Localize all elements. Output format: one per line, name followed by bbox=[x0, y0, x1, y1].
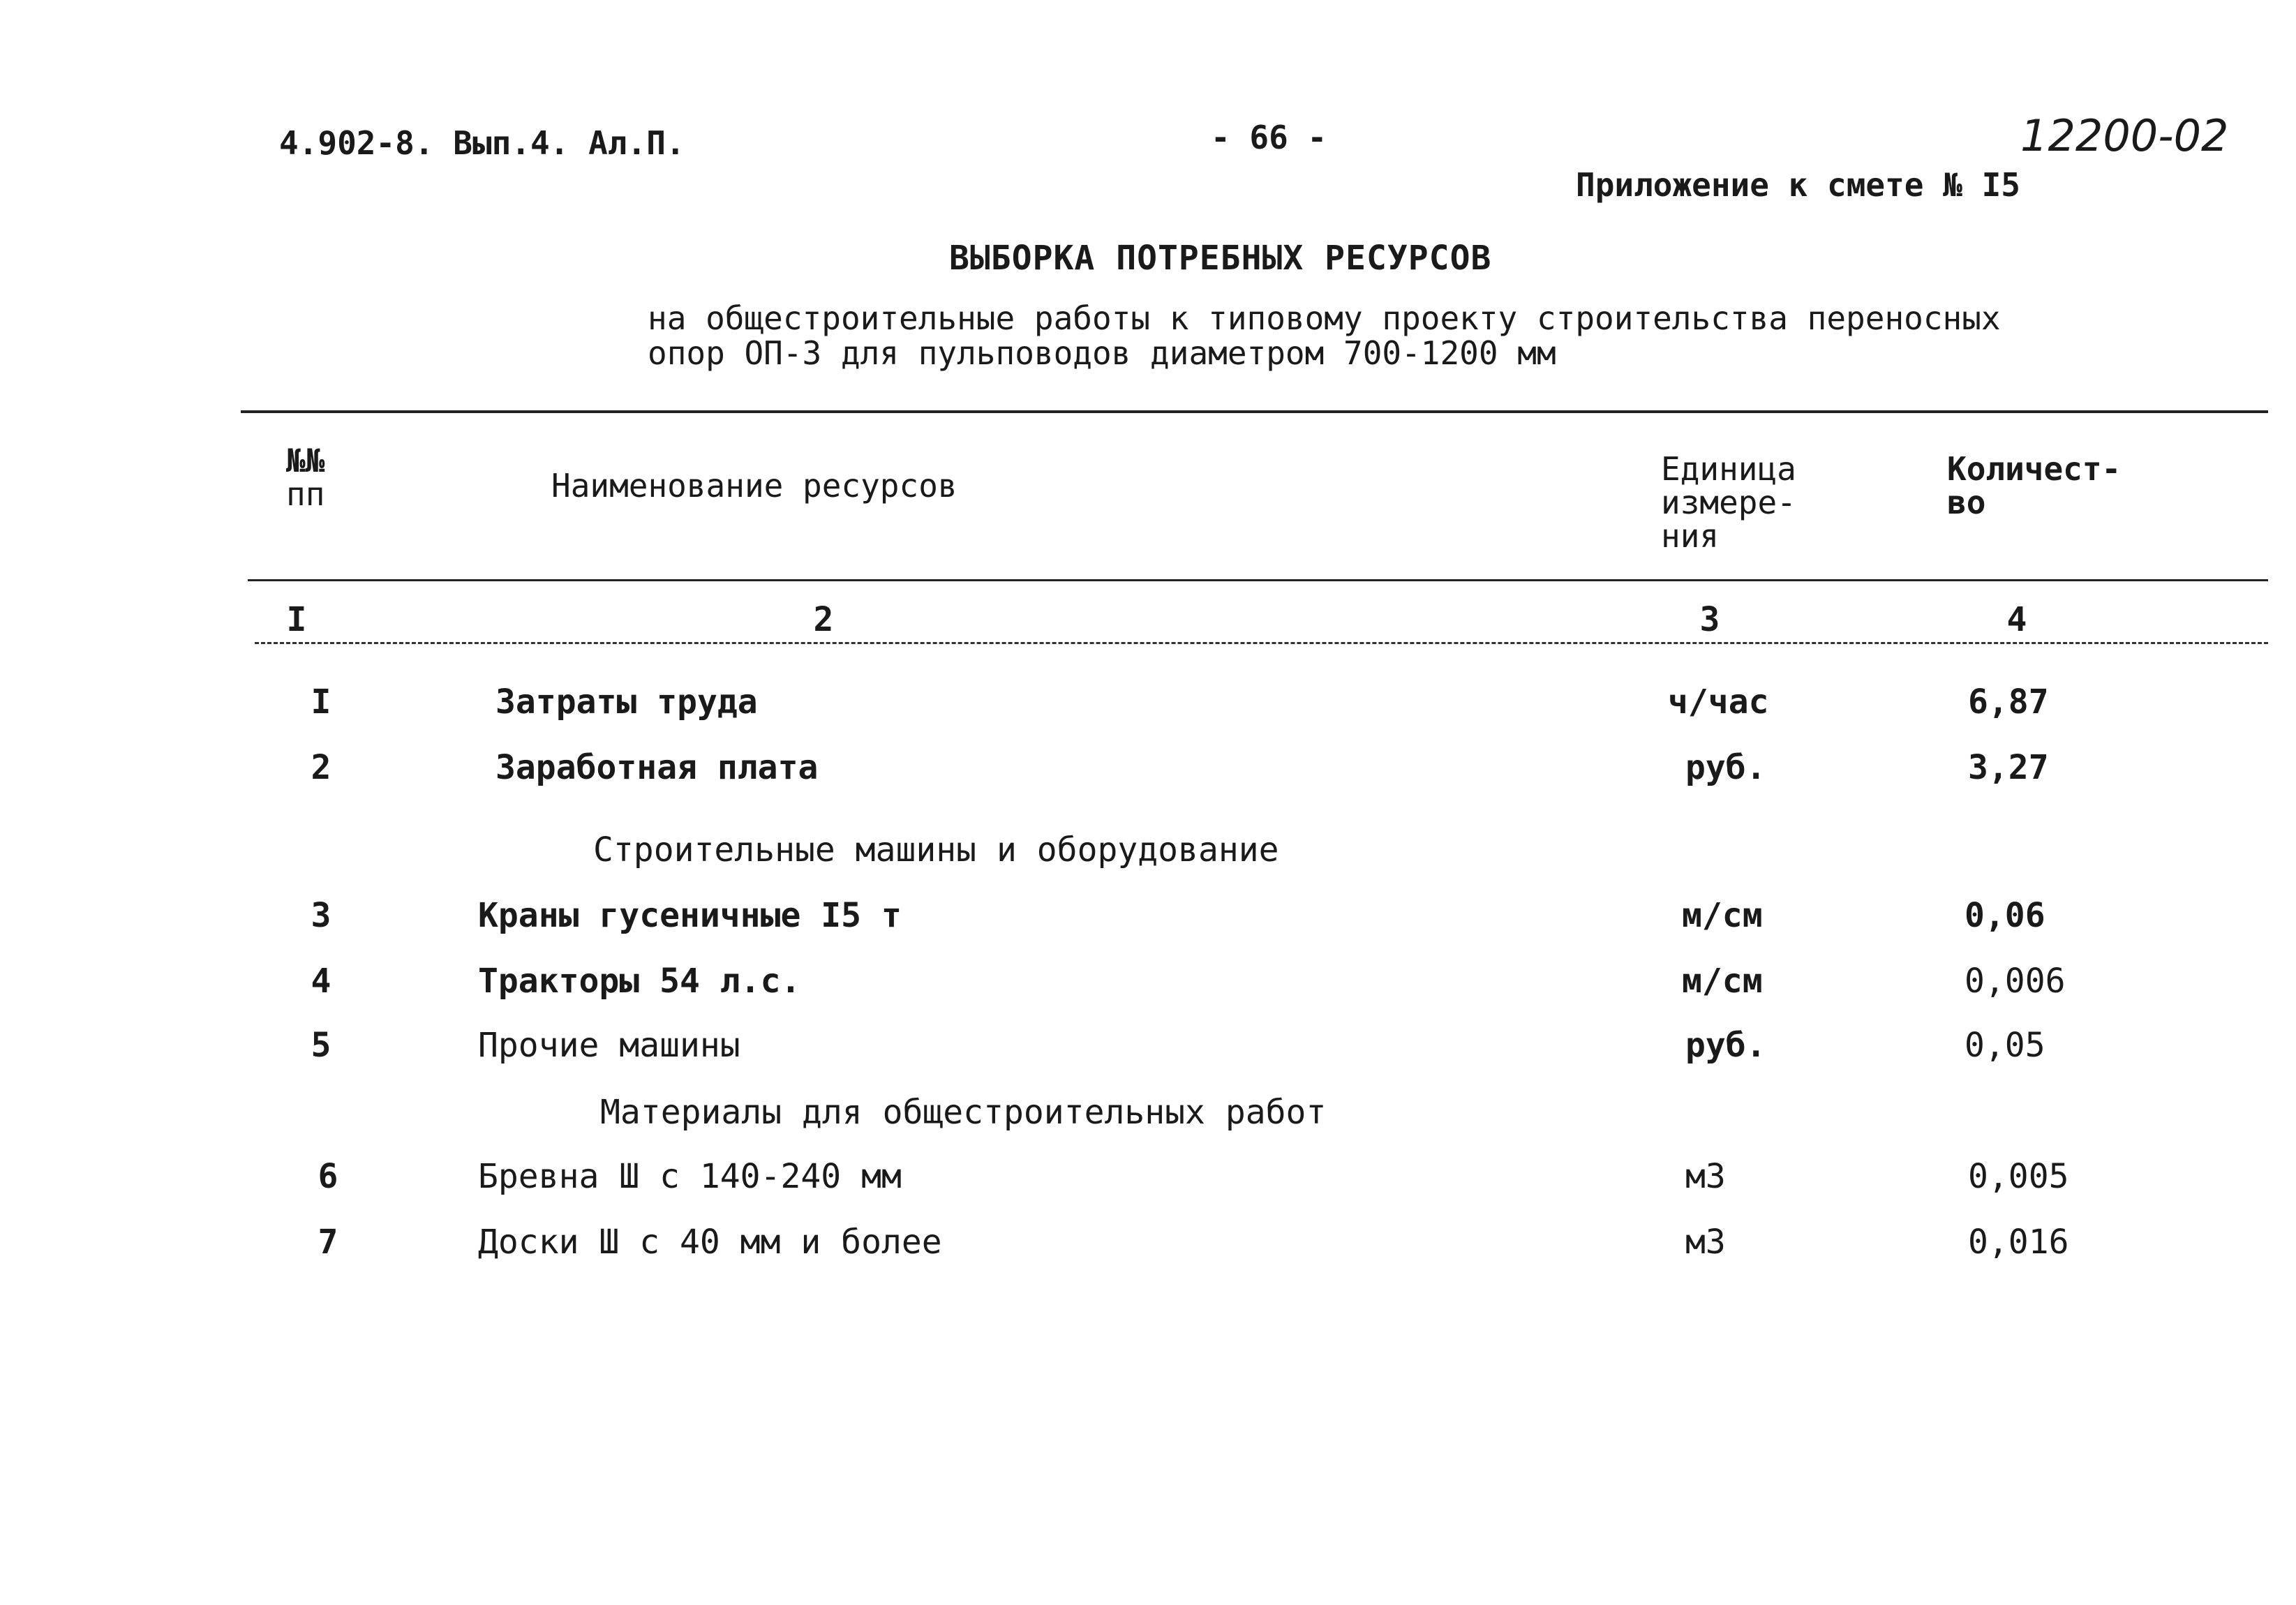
row-number: 4 bbox=[311, 962, 331, 1001]
column-number-rule bbox=[255, 642, 2268, 644]
unit: руб. bbox=[1685, 1026, 1766, 1065]
resource-name: Тракторы 54 л.с. bbox=[478, 962, 801, 1001]
column-number: 4 bbox=[2006, 600, 2027, 639]
col-unit-header-1: Единица bbox=[1661, 450, 1796, 488]
page-number: - 66 - bbox=[1211, 119, 1327, 156]
col-unit-header-2: измере- bbox=[1661, 484, 1796, 521]
col-num-header-2: пп bbox=[286, 475, 325, 513]
subtitle-line-2: опор ОП-3 для пульповодов диаметром 700-1200 мм bbox=[648, 334, 1556, 372]
col-unit-header-3: ния bbox=[1661, 517, 1720, 555]
resource-name: Заработная плата bbox=[495, 748, 819, 787]
section-heading: Материалы для общестроительных работ bbox=[600, 1093, 1327, 1132]
quantity: 0,006 bbox=[1965, 962, 2066, 1001]
appendix-note: Приложение к смете № I5 bbox=[1576, 166, 2020, 204]
quantity: 6,87 bbox=[1968, 682, 2049, 722]
resource-name: Бревна Ш с 140-240 мм bbox=[478, 1157, 902, 1196]
column-number: 3 bbox=[1699, 600, 1720, 639]
col-qty-header-1: Количест- bbox=[1947, 450, 2122, 488]
row-number: 3 bbox=[311, 896, 331, 935]
resource-name: Доски Ш с 40 мм и более bbox=[478, 1223, 942, 1262]
resource-name: Затраты труда bbox=[495, 682, 758, 722]
quantity: 0,005 bbox=[1968, 1157, 2069, 1196]
document-code: 4.902-8. Вып.4. Ал.П. bbox=[279, 124, 685, 162]
col-name-header: Наименование ресурсов bbox=[551, 467, 957, 505]
unit: ч/час bbox=[1668, 682, 1769, 722]
resource-name: Краны гусеничные I5 т bbox=[478, 896, 902, 935]
quantity: 3,27 bbox=[1968, 748, 2049, 787]
column-number: I bbox=[286, 600, 307, 639]
page-title: ВЫБОРКА ПОТРЕБНЫХ РЕСУРСОВ bbox=[949, 239, 1492, 278]
row-number: 5 bbox=[311, 1026, 331, 1065]
quantity: 0,016 bbox=[1968, 1223, 2069, 1262]
table-top-rule bbox=[241, 410, 2268, 413]
column-number: 2 bbox=[813, 600, 834, 639]
row-number: I bbox=[311, 682, 331, 722]
quantity: 0,06 bbox=[1965, 896, 2045, 935]
col-qty-header-2: во bbox=[1947, 484, 1986, 521]
col-num-header-1: №№ bbox=[286, 442, 325, 479]
row-number: 2 bbox=[311, 748, 331, 787]
row-number: 6 bbox=[318, 1157, 338, 1196]
unit: руб. bbox=[1685, 748, 1766, 787]
unit: м3 bbox=[1685, 1223, 1726, 1262]
resource-name: Прочие машины bbox=[478, 1026, 740, 1065]
quantity: 0,05 bbox=[1965, 1026, 2045, 1065]
subtitle-line-1: на общестроительные работы к типовому проекту строительства переносных bbox=[648, 299, 2001, 337]
handwritten-code: 12200-02 bbox=[2020, 110, 2229, 161]
unit: м3 bbox=[1685, 1157, 1726, 1196]
unit: м/см bbox=[1682, 962, 1763, 1001]
section-heading: Строительные машины и оборудование bbox=[593, 830, 1279, 869]
unit: м/см bbox=[1682, 896, 1763, 935]
row-number: 7 bbox=[318, 1223, 338, 1262]
header-bottom-rule bbox=[248, 579, 2268, 581]
